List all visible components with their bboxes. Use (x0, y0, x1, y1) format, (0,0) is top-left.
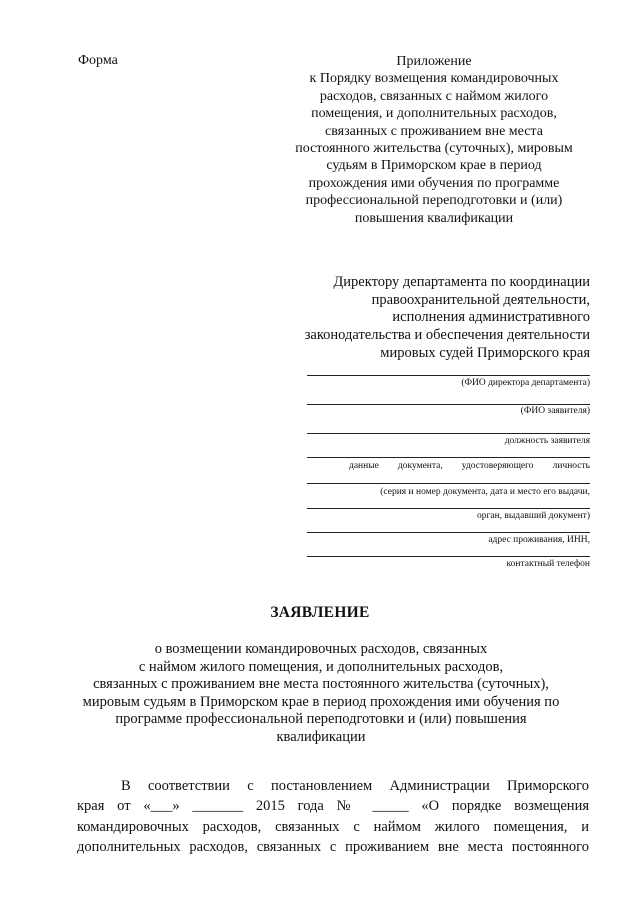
director-name-caption: (ФИО директора департамента) (461, 378, 590, 388)
statement-subtitle (60, 641, 582, 747)
appendix-line: повышения квалификации (354, 210, 514, 226)
address-inn-field[interactable] (307, 532, 590, 533)
appendix-line: к Порядку возмещения командировочных (309, 71, 559, 87)
appendix-line: прохождения ими обучения по программе (308, 175, 560, 191)
appendix-line: связанных с проживанием вне места (325, 123, 543, 139)
director-name-field[interactable] (307, 375, 590, 376)
body-line: края от «___» _______ 2015 года № _____ «О порядке возмещения (77, 798, 589, 815)
identity-document-caption: данные документа, удостоверяющего личность (349, 461, 590, 471)
addressee-line: исполнения административного (392, 309, 590, 326)
issuing-authority-field[interactable] (307, 508, 590, 509)
addressee-line: правоохранительной деятельности, (371, 291, 590, 308)
appendix-line: расходов, связанных с наймом жилого (319, 88, 549, 104)
body-line: дополнительных расходов, связанных с проживанием вне места постоянного (77, 839, 589, 856)
subtitle-line: связанных с проживанием вне места постоянного жительства (суточных), (93, 676, 549, 693)
statement-title: ЗАЯВЛЕНИЕ (270, 604, 370, 621)
appendix-line: судьям в Приморском крае в период (326, 158, 542, 174)
document-series-field[interactable] (307, 483, 590, 484)
body-line: командировочных расходов, связанных с наймом жилого помещения, и (77, 818, 589, 835)
address-inn-caption: адрес проживания, ИНН, (488, 535, 590, 545)
addressee-line: мировых судей Приморского края (380, 344, 590, 361)
identity-document-field[interactable] (307, 457, 590, 458)
subtitle-line: программе профессиональной переподготовки и (или) повышения (115, 711, 527, 728)
addressee-line: Директору департамента по координации (333, 274, 590, 290)
appendix-line: Приложение (396, 54, 472, 69)
body-line: В соответствии с постановлением Администрации Приморского (121, 778, 589, 794)
document-series-caption: (серия и номер документа, дата и место его выдачи, (380, 487, 590, 497)
statement-body (77, 776, 589, 858)
form-label: Форма (78, 53, 118, 68)
addressee-block (260, 274, 590, 363)
subtitle-line: квалификации (276, 728, 366, 745)
issuing-authority-caption: орган, выдавший документ) (476, 511, 590, 521)
addressee-line: законодательства и обеспечения деятельности (304, 327, 590, 344)
subtitle-line: с наймом жилого помещения, и дополнительных расходов, (138, 658, 504, 675)
applicant-position-caption: должность заявителя (504, 436, 590, 446)
applicant-position-field[interactable] (307, 433, 590, 434)
appendix-line: помещения, и дополнительных расходов, (311, 106, 557, 122)
subtitle-line: мировым судьям в Приморском крае в период прохождения ими обучения по (82, 693, 560, 710)
appendix-block (270, 53, 598, 227)
applicant-name-field[interactable] (307, 404, 590, 405)
appendix-line: постоянного жительства (суточных), мировым (295, 141, 573, 157)
applicant-name-caption: (ФИО заявителя) (520, 406, 590, 416)
contact-phone-field[interactable] (307, 556, 590, 557)
subtitle-line: о возмещении командировочных расходов, связанных (154, 641, 488, 657)
contact-phone-caption: контактный телефон (506, 559, 590, 569)
appendix-line: профессиональной переподготовки и (или) (305, 193, 563, 209)
